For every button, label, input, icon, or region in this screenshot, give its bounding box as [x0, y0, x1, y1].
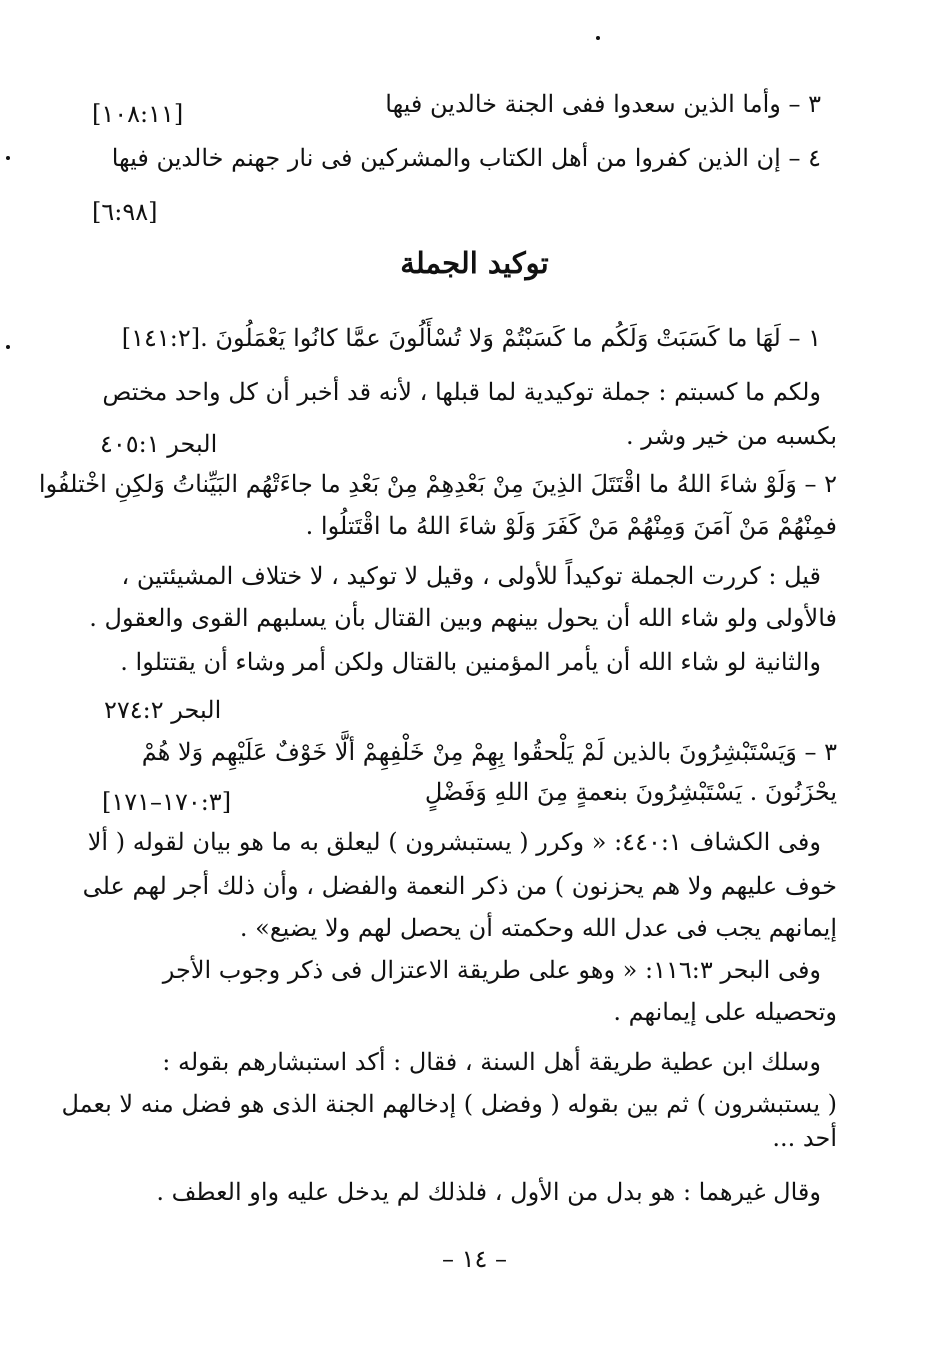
- line-03: بكسبه من خير وشر .: [626, 422, 837, 450]
- line-11-ref: [١٧٠:٣–١٧١]: [102, 788, 232, 816]
- line-09-ref: البحر ٢٧٤:٢: [104, 696, 222, 724]
- line-01: ١ – لَهَا ما كَسَبَتْ وَلَكُم ما كَسَبْتُمْ وَلا تُسْأَلُونَ عمَّا كانُوا يَعْمَلُونَ .[١٤١:٢]: [121, 324, 821, 352]
- line-04: ٢ – وَلَوْ شاءَ اللهُ ما اقْتَتَلَ الذِينَ مِنْ بَعْدِهِمْ مِنْ بَعْدِ ما جاءَتْهُم البَيِّناتُ وَلكِنِ اخْتلفُوا: [38, 470, 837, 498]
- item-4-text: ٤ – إن الذين كفروا من أهل الكتاب والمشركين فى نار جهنم خالدين فيها: [111, 144, 821, 172]
- ink-dot-side-2: [6, 345, 10, 349]
- line-03-ref: البحر ٤٠٥:١: [100, 430, 218, 458]
- line-17: وسلك ابن عطية طريقة أهل السنة ، فقال : أكد استبشارهم بقوله :: [162, 1048, 821, 1076]
- line-07: فالأولى ولو شاء الله أن يحول بينهم وبين القتال بأن يسلبهم القوى والعقول .: [89, 604, 837, 632]
- line-11: يحْزَنُونَ . يَسْتَبْشِرُونَ بنعمةٍ مِنَ اللهِ وَفَضْلٍ: [424, 778, 837, 806]
- line-12: وفى الكشاف ٤٤٠:١: « وكرر ( يستبشرون ) ليعلق به ما هو بيان لقوله ( ألا: [87, 828, 821, 856]
- ink-dot-top: [596, 36, 600, 40]
- item-3-text: ٣ – وأما الذين سعدوا ففى الجنة خالدين فيها: [385, 90, 821, 118]
- line-14: إيمانهم يجب فى عدل الله وحكمته أن يحصل لهم ولا يضيع» .: [239, 914, 837, 942]
- line-16: وتحصيله على إيمانهم .: [613, 998, 837, 1026]
- item-3-ref: [١٠٨:١١]: [92, 100, 184, 128]
- line-10: ٣ – وَيَسْتَبْشِرُونَ بالذين لَمْ يَلْحقُوا بِهِمْ مِنْ خَلْفِهِمْ ألَّا خَوْفٌ عَلَيْهِم وَلا هُمْ: [141, 738, 837, 766]
- ink-dot-side: [6, 156, 10, 160]
- line-06: قيل : كررت الجملة توكيداً للأولى ، وقيل لا توكيد ، لا ختلاف المشيئتين ،: [121, 562, 821, 590]
- line-05: فمِنْهُمْ مَنْ آمَنَ وَمِنْهُمْ مَنْ كَفَرَ وَلَوْ شاءَ اللهُ ما اقْتَتلُوا .: [305, 512, 837, 540]
- line-02: ولكم ما كسبتم : جملة توكيدية لما قبلها ، لأنه قد أخبر أن كل واحد مختص: [102, 378, 821, 406]
- item-4-ref: [٦:٩٨]: [92, 198, 158, 226]
- line-13: خوف عليهم ولا هم يحزنون ) من ذكر النعمة والفضل ، وأن ذلك أجر لهم على: [82, 872, 837, 900]
- line-15: وفى البحر ١١٦:٣: « وهو على طريقة الاعتزال فى ذكر وجوب الأجر: [162, 956, 821, 984]
- page-number: – ١٤ –: [441, 1245, 508, 1273]
- section-title: توكيد الجملة: [400, 246, 549, 280]
- line-18: ( يستبشرون ) ثم بين بقوله ( وفضل ) إدخالهم الجنة الذى هو فضل منه لا بعمل: [61, 1090, 837, 1118]
- line-20: وقال غيرهما : هو بدل من الأول ، فلذلك لم يدخل عليه واو العطف .: [156, 1178, 821, 1206]
- line-08: والثانية لو شاء الله أن يأمر المؤمنين بالقتال ولكن أمر وشاء أن يقتتلوا .: [120, 648, 821, 676]
- line-19: أحد ...: [772, 1124, 837, 1152]
